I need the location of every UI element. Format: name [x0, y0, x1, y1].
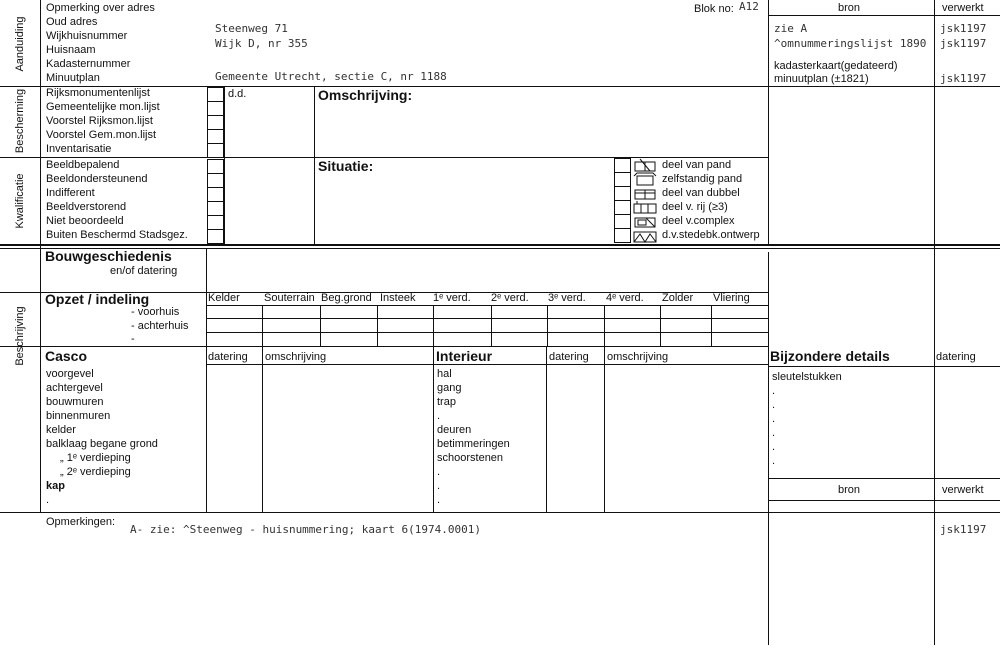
checkbox-beeldbepalend[interactable] — [207, 159, 224, 174]
casco-item: „ 2ᵉ verdieping — [60, 466, 131, 478]
kwalificatie-side-label: Kwalificatie — [14, 173, 26, 229]
label-rijksmonumentenlijst: Rijksmonumentenlijst — [46, 87, 150, 99]
bijzondere-item: . — [772, 455, 776, 467]
bijzondere-datering: datering — [936, 351, 976, 363]
checkbox-indifferent[interactable] — [207, 187, 224, 202]
interieur-item: schoorstenen — [437, 452, 504, 464]
zelfstandig-pand-icon — [634, 173, 656, 185]
label-niet-beoordeeld: Niet beoordeeld — [46, 215, 124, 227]
casco-item: binnenmuren — [46, 410, 111, 422]
address-line-1: Steenweg 71 — [215, 22, 288, 35]
checkbox-beeldverstorend[interactable] — [207, 201, 224, 216]
casco-item: bouwmuren — [46, 396, 104, 408]
bijzondere-item: . — [772, 427, 776, 439]
interieur-omschrijving: omschrijving — [607, 351, 669, 363]
bescherming-side-label: Bescherming — [14, 88, 26, 154]
label-opmerking-adres: Opmerking over adres — [46, 2, 155, 14]
interieur-item: . — [437, 466, 441, 478]
label-buiten-beschermd: Buiten Beschermd Stadsgez. — [46, 229, 188, 241]
label-stedebk-ontwerp: d.v.stedebk.ontwerp — [662, 229, 760, 241]
dd-label: d.d. — [228, 88, 247, 100]
casco-item: kap — [46, 480, 65, 492]
interieur-heading: Interieur — [436, 348, 493, 364]
interieur-item: betimmeringen — [437, 438, 510, 450]
deel-van-pand-icon — [635, 159, 655, 171]
bijzondere-item: . — [772, 399, 776, 411]
label-deel-v-rij: deel v. rij (≥3) — [662, 201, 728, 213]
label-wijkhuisnummer: Wijkhuisnummer — [46, 30, 128, 42]
checkbox-stedebk-ontwerp[interactable] — [614, 228, 631, 243]
label-deel-van-pand: deel van pand — [662, 159, 732, 171]
bijzondere-item: . — [772, 441, 776, 453]
opmerkingen-verwerkt: jsk1197 — [940, 523, 987, 536]
stedebk-ontwerp-icon — [634, 232, 656, 242]
interieur-item: . — [437, 494, 441, 506]
col-souterrain: Souterrain — [264, 292, 315, 304]
minuutplan-value: Gemeente Utrecht, sectie C, nr 1188 — [215, 70, 447, 83]
label-indifferent: Indifferent — [46, 187, 95, 199]
verwerkt-header: verwerkt — [942, 2, 984, 14]
casco-item: „ 1ᵉ verdieping — [60, 452, 131, 464]
col-4e-verd: 4ᵉ verd. — [606, 292, 644, 304]
aanduiding-side-label: Aanduiding — [14, 16, 26, 72]
col-kelder: Kelder — [208, 292, 240, 304]
opzet-heading: Opzet / indeling — [45, 291, 150, 307]
omschrijving-heading: Omschrijving: — [318, 87, 413, 103]
checkbox-deel-van-dubbel[interactable] — [614, 186, 631, 201]
checkbox-buiten-beschermd[interactable] — [207, 229, 224, 244]
bron-zie-a: zie A — [774, 22, 808, 35]
checkbox-deel-van-pand[interactable] — [614, 158, 631, 173]
label-zelfstandig-pand: zelfstandig pand — [662, 173, 743, 185]
situatie-icons — [632, 158, 660, 244]
situatie-heading: Situatie: — [318, 158, 374, 174]
blok-value: A12 — [739, 0, 759, 13]
en-of-datering-label: en/of datering — [110, 265, 178, 277]
label-voorstel-rijksmon: Voorstel Rijksmon.lijst — [46, 115, 153, 127]
opzet-voorhuis: - voorhuis — [131, 306, 180, 318]
label-huisnaam: Huisnaam — [46, 44, 96, 56]
interieur-item: gang — [437, 382, 462, 394]
casco-item: voorgevel — [46, 368, 94, 380]
checkbox-voorstel-rijksmon[interactable] — [207, 115, 224, 130]
aanduiding-labels — [46, 1, 155, 85]
bron-kadasterkaart: kadasterkaart(gedateerd) — [774, 60, 898, 72]
bijzondere-item: . — [772, 413, 776, 425]
interieur-item: hal — [437, 368, 452, 380]
label-kadasternummer: Kadasternummer — [46, 58, 131, 70]
bouwgeschiedenis-heading: Bouwgeschiedenis — [45, 248, 172, 264]
bron-minuutplan: minuutplan (±1821) — [774, 73, 869, 85]
deel-van-dubbel-icon — [635, 190, 655, 199]
label-gemeentelijke: Gemeentelijke mon.lijst — [46, 101, 160, 113]
verwerkt-3: jsk1197 — [940, 72, 987, 85]
interieur-item: trap — [437, 396, 456, 408]
checkbox-gemeentelijke[interactable] — [207, 101, 224, 116]
interieur-item: . — [437, 410, 441, 422]
casco-heading: Casco — [45, 348, 88, 364]
bijzondere-heading: Bijzondere details — [770, 348, 890, 364]
checkbox-zelfstandig-pand[interactable] — [614, 172, 631, 187]
checkbox-rijksmonumentenlijst[interactable] — [207, 87, 224, 102]
checkbox-voorstel-gem[interactable] — [207, 129, 224, 144]
bijzondere-verwerkt: verwerkt — [942, 484, 984, 496]
checkbox-beeldondersteunend[interactable] — [207, 173, 224, 188]
label-deel-van-dubbel: deel van dubbel — [662, 187, 740, 199]
checkbox-inventarisatie[interactable] — [207, 143, 224, 158]
interieur-items — [437, 367, 510, 507]
col-1e-verd: 1ᵉ verd. — [433, 292, 471, 304]
label-oud-adres: Oud adres — [46, 16, 98, 28]
casco-item: balklaag begane grond — [46, 438, 158, 450]
opzet-blank: - — [131, 333, 135, 345]
label-minuutplan: Minuutplan — [46, 72, 100, 84]
casco-omschrijving: omschrijving — [265, 351, 327, 363]
casco-item: achtergevel — [46, 382, 103, 394]
verwerkt-2: jsk1197 — [940, 37, 987, 50]
opmerkingen-label: Opmerkingen: — [46, 516, 116, 528]
bescherming-labels — [46, 86, 160, 156]
bijzondere-item: . — [772, 385, 776, 397]
address-line-2: Wijk D, nr 355 — [215, 37, 308, 50]
label-inventarisatie: Inventarisatie — [46, 143, 112, 155]
casco-datering: datering — [208, 351, 248, 363]
label-beeldbepalend: Beeldbepalend — [46, 159, 120, 171]
casco-items — [46, 367, 158, 507]
opzet-achterhuis: - achterhuis — [131, 320, 189, 332]
kwalificatie-labels — [46, 158, 188, 242]
bron-omnummering: ^omnummeringslijst 1890 — [774, 37, 927, 50]
bron-header: bron — [838, 2, 861, 14]
checkbox-deel-v-complex[interactable] — [614, 214, 631, 229]
col-zolder: Zolder — [662, 292, 694, 304]
label-voorstel-gem: Voorstel Gem.mon.lijst — [46, 129, 157, 141]
checkbox-niet-beoordeeld[interactable] — [207, 215, 224, 230]
bijzondere-item: sleutelstukken — [772, 371, 842, 383]
interieur-item: deuren — [437, 424, 472, 436]
casco-item: kelder — [46, 424, 76, 436]
col-beg-grond: Beg.grond — [321, 292, 372, 304]
bijzondere-items — [772, 370, 842, 468]
opmerkingen-text: A- zie: ^Steenweg - huisnummering; kaart 6(1974.0001) — [130, 523, 481, 536]
situatie-labels — [662, 158, 760, 242]
casco-item: . — [46, 494, 50, 506]
col-3e-verd: 3ᵉ verd. — [548, 292, 586, 304]
col-insteek: Insteek — [380, 292, 416, 304]
label-beeldverstorend: Beeldverstorend — [46, 201, 127, 213]
col-vliering: Vliering — [713, 292, 750, 304]
label-deel-v-complex: deel v.complex — [662, 215, 735, 227]
label-beeldondersteunend: Beeldondersteunend — [46, 173, 148, 185]
beschrijving-side-label: Beschrijving — [14, 306, 26, 366]
deel-v-rij-icon — [634, 201, 656, 213]
deel-v-complex-icon — [635, 218, 655, 227]
checkbox-deel-v-rij[interactable] — [614, 200, 631, 215]
blok-label: Blok no: — [694, 3, 734, 15]
interieur-datering: datering — [549, 351, 589, 363]
interieur-item: . — [437, 480, 441, 492]
bijzondere-bron: bron — [838, 484, 861, 496]
col-2e-verd: 2ᵉ verd. — [491, 292, 529, 304]
verwerkt-1: jsk1197 — [940, 22, 987, 35]
